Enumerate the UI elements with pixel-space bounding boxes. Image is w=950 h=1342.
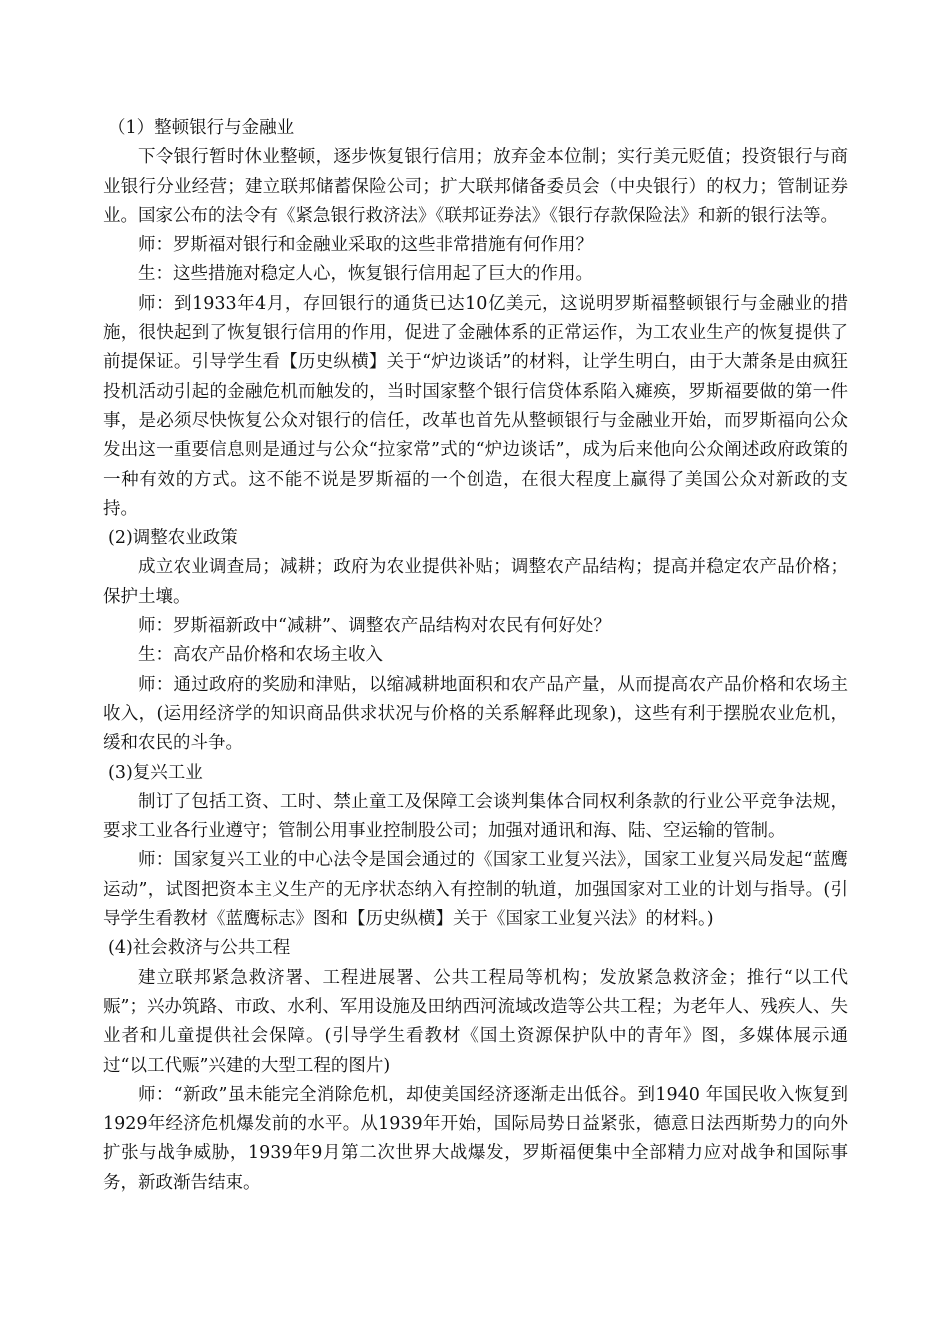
section-heading-relief: (4)社会救济与公共工程: [108, 938, 291, 959]
paragraph-teacher-conclusion: 师：“新政”虽未能完全消除危机，却使美国经济逐渐走出低谷。到1940 年国民收入恢复到1929年经济危机爆发前的水平。从1939年开始，国际局势日益紧张，德意日法西斯势力的向外扩张与战争威胁，1939年9月第二次世界大战爆发，罗斯福便集中全部精力应对战争和国际事务，新政渐告结束。: [103, 1084, 848, 1193]
paragraph-teacher-explanation-agriculture: 师：通过政府的奖励和津贴，以缩减耕地面积和农产品产量，从而提高农产品价格和农场主收入，(运用经济学的知识商品供求状况与价格的关系解释此现象)，这些有利于摆脱农业危机，缓和农民的斗争。: [103, 674, 848, 754]
paragraph-teacher-question-banking: 师：罗斯福对银行和金融业采取的这些非常措施有何作用？: [138, 235, 593, 256]
paragraph-banking-measures: 下令银行暂时休业整顿，逐步恢复银行信用；放弃金本位制；实行美元贬值；投资银行与商业银行分业经营；建立联邦储蓄保险公司；扩大联邦储备委员会（中央银行）的权力；管制证券业。国家公布的法令有《紧急银行救济法》《联邦证券法》《银行存款保险法》和新的银行法等。: [103, 147, 848, 226]
paragraph-agriculture-measures: 成立农业调查局；减耕；政府为农业提供补贴；调整农产品结构；提高并稳定农产品价格；保护土壤。: [103, 557, 848, 607]
paragraph-student-answer-agriculture: 生：高农产品价格和农场主收入: [138, 645, 383, 666]
paragraph-relief-measures: 建立联邦紧急救济署、工程进展署、公共工程局等机构；发放紧急救济金；推行“以工代赈”；兴办筑路、市政、水利、军用设施及田纳西河流域改造等公共工程；为老年人、残疾人、失业者和儿童提供社会保障。(引导学生看教材《国土资源保护队中的青年》图，多媒体展示通过“以工代赈”兴建的大型工程的图片): [103, 967, 848, 1076]
paragraph-industry-measures: 制订了包括工资、工时、禁止童工及保障工会谈判集体合同权利条款的行业公平竞争法规，要求工业各行业遵守；管制公用事业控制股公司；加强对通讯和海、陆、空运输的管制。: [103, 791, 848, 842]
section-heading-agriculture: (2)调整农业政策: [108, 528, 238, 549]
paragraph-teacher-explanation-banking: 师：到1933年4月，存回银行的通货已达10亿美元，这说明罗斯福整顿银行与金融业的措施，很快起到了恢复银行信用的作用，促进了金融体系的正常运作，为工农业生产的恢复提供了前提保证。引导学生看【历史纵横】关于“炉边谈话”的材料，让学生明白，由于大萧条是由疯狂投机活动引起的金融危机而触发的，当时国家整个银行信贷体系陷入瘫痪，罗斯福要做的第一件事，是必须尽快恢复公众对银行的信任，改革也首先从整顿银行与金融业开始，而罗斯福向公众发出这一重要信息则是通过与公众“拉家常”式的“炉边谈话”，成为后来他向公众阐述政府政策的一种有效的方式。这不能不说是罗斯福的一个创造，在很大程度上赢得了美国公众对新政的支持。: [103, 293, 848, 519]
paragraph-student-answer-banking: 生：这些措施对稳定人心，恢复银行信用起了巨大的作用。: [138, 264, 593, 285]
paragraph-teacher-question-agriculture: 师：罗斯福新政中“减耕”、调整农产品结构对农民有何好处？: [138, 616, 611, 637]
section-heading-banking: （1）整顿银行与金融业: [108, 118, 295, 138]
section-heading-industry: (3)复兴工业: [108, 762, 203, 783]
document-page: [103, 114, 848, 1198]
paragraph-teacher-explanation-industry: 师：国家复兴工业的中心法令是国会通过的《国家工业复兴法》，国家工业复兴局发起“蓝鹰运动”，试图把资本主义生产的无序状态纳入有控制的轨道，加强国家对工业的计划与指导。(引导学生看教材《蓝鹰标志》图和【历史纵横】关于《国家工业复兴法》的材料。): [103, 850, 848, 930]
